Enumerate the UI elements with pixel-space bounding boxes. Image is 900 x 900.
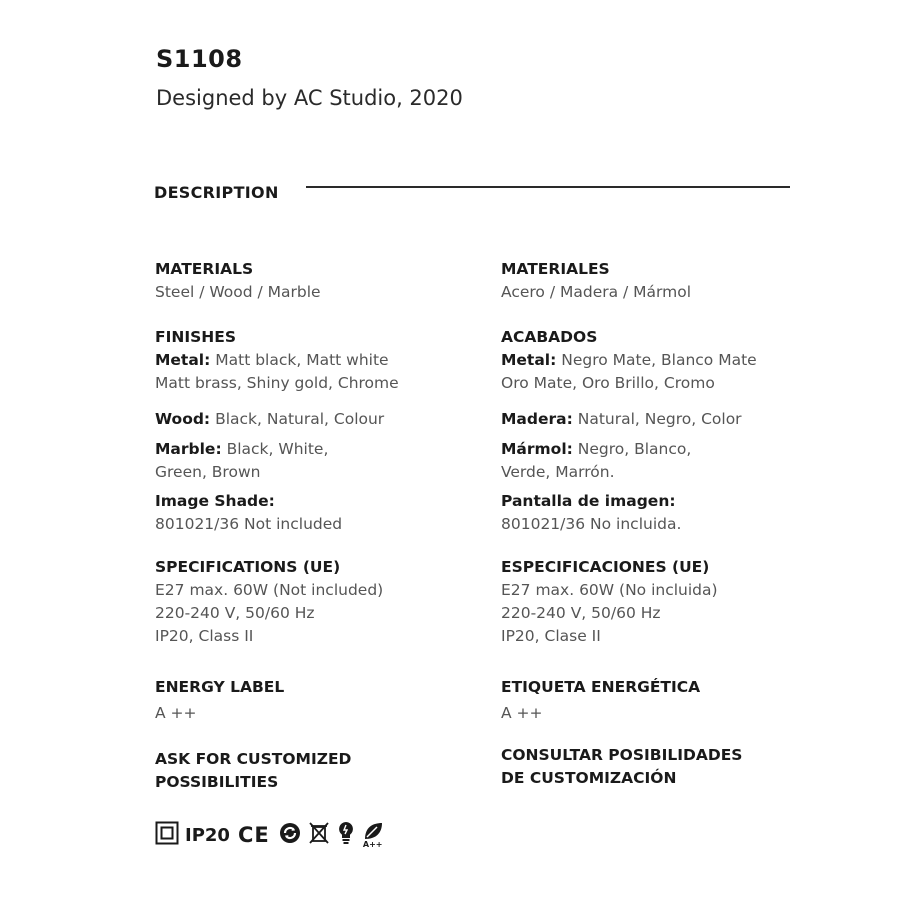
ce-mark-icon: CE <box>237 823 270 847</box>
acabado-madera-block <box>501 408 742 431</box>
especificacion-line-1: E27 max. 60W (No incluida) <box>501 581 718 599</box>
certification-icons <box>155 820 390 850</box>
pantalla-block <box>501 490 681 536</box>
customizacion-line-2: DE CUSTOMIZACIÓN <box>501 769 677 787</box>
materiales-block <box>501 258 691 304</box>
materials-heading: MATERIALS <box>155 260 254 278</box>
specifications-heading: SPECIFICATIONS (UE) <box>155 558 341 576</box>
materiales-text: Acero / Madera / Mármol <box>501 283 692 301</box>
finish-marble-label: Marble: <box>155 440 222 458</box>
acabado-metal-value: Negro Mate, Blanco Mate <box>556 351 757 369</box>
customizacion-line-1: CONSULTAR POSIBILIDADES <box>501 746 743 764</box>
finish-wood-value: Black, Natural, Colour <box>210 410 385 428</box>
finish-wood-block <box>155 408 384 431</box>
finish-metal-line-2: Matt brass, Shiny gold, Chrome <box>155 374 399 392</box>
energy-leaf-icon <box>362 821 384 849</box>
etiqueta-block <box>501 676 700 725</box>
image-shade-value: 801021/36 Not included <box>155 515 343 533</box>
image-shade-block <box>155 490 342 536</box>
product-subtitle: Designed by AC Studio, 2020 <box>156 86 463 110</box>
etiqueta-value: A ++ <box>501 704 543 722</box>
spec-line-2: 220-240 V, 50/60 Hz <box>155 604 315 622</box>
energy-label-heading: ENERGY LABEL <box>155 678 285 696</box>
etiqueta-heading: ETIQUETA ENERGÉTICA <box>501 678 701 696</box>
finish-marble-block <box>155 438 328 484</box>
pantalla-label: Pantalla de imagen: <box>501 492 676 510</box>
energy-label-value: A ++ <box>155 704 197 722</box>
finishes-heading: FINISHES <box>155 328 236 346</box>
ip20-label: IP20 <box>185 824 230 846</box>
especificacion-line-3: IP20, Clase II <box>501 627 601 645</box>
acabado-metal-line-1 <box>501 349 757 372</box>
energy-label-block <box>155 676 284 725</box>
especificaciones-heading: ESPECIFICACIONES (UE) <box>501 558 710 576</box>
product-title: S1108 <box>156 45 243 73</box>
acabado-marmol-line-2: Verde, Marrón. <box>501 463 615 481</box>
section-title: DESCRIPTION <box>154 183 279 202</box>
finish-wood-line <box>155 408 384 431</box>
acabado-marmol-block <box>501 438 691 484</box>
recycle-icon <box>278 821 302 849</box>
materiales-heading: MATERIALES <box>501 260 610 278</box>
finish-wood-label: Wood: <box>155 410 211 428</box>
materials-block <box>155 258 321 304</box>
finish-marble-line-2: Green, Brown <box>155 463 261 481</box>
energy-class-label: A++ <box>362 840 383 849</box>
pantalla-value: 801021/36 No incluida. <box>501 515 682 533</box>
acabado-metal-line-2: Oro Mate, Oro Brillo, Cromo <box>501 374 715 392</box>
acabado-metal-label: Metal: <box>501 351 557 369</box>
customization-line-2: POSSIBILITIES <box>155 773 279 791</box>
acabado-marmol-value: Negro, Blanco, <box>572 440 692 458</box>
finish-metal-line-1 <box>155 349 399 372</box>
acabado-madera-value: Natural, Negro, Color <box>572 410 742 428</box>
especificaciones-block <box>501 556 718 648</box>
finishes-block <box>155 326 399 395</box>
especificacion-line-2: 220-240 V, 50/60 Hz <box>501 604 661 622</box>
acabado-marmol-line-1 <box>501 438 691 461</box>
spec-line-1: E27 max. 60W (Not included) <box>155 581 384 599</box>
acabados-heading: ACABADOS <box>501 328 598 346</box>
acabados-block <box>501 326 757 395</box>
finish-marble-line-1 <box>155 438 328 461</box>
finish-metal-value: Matt black, Matt white <box>210 351 389 369</box>
image-shade-label: Image Shade: <box>155 492 275 510</box>
finish-metal-label: Metal: <box>155 351 211 369</box>
led-bulb-icon <box>336 820 356 850</box>
materials-text: Steel / Wood / Marble <box>155 283 321 301</box>
section-divider <box>306 186 790 188</box>
finish-marble-value: Black, White, <box>221 440 329 458</box>
customization-line-1: ASK FOR CUSTOMIZED <box>155 750 352 768</box>
customizacion-block <box>501 744 742 790</box>
acabado-madera-line <box>501 408 742 431</box>
acabado-madera-label: Madera: <box>501 410 573 428</box>
class-ii-icon <box>155 821 179 849</box>
specifications-block <box>155 556 383 648</box>
customization-block <box>155 748 351 794</box>
weee-bin-icon <box>308 821 330 849</box>
spec-line-3: IP20, Class II <box>155 627 254 645</box>
acabado-marmol-label: Mármol: <box>501 440 573 458</box>
